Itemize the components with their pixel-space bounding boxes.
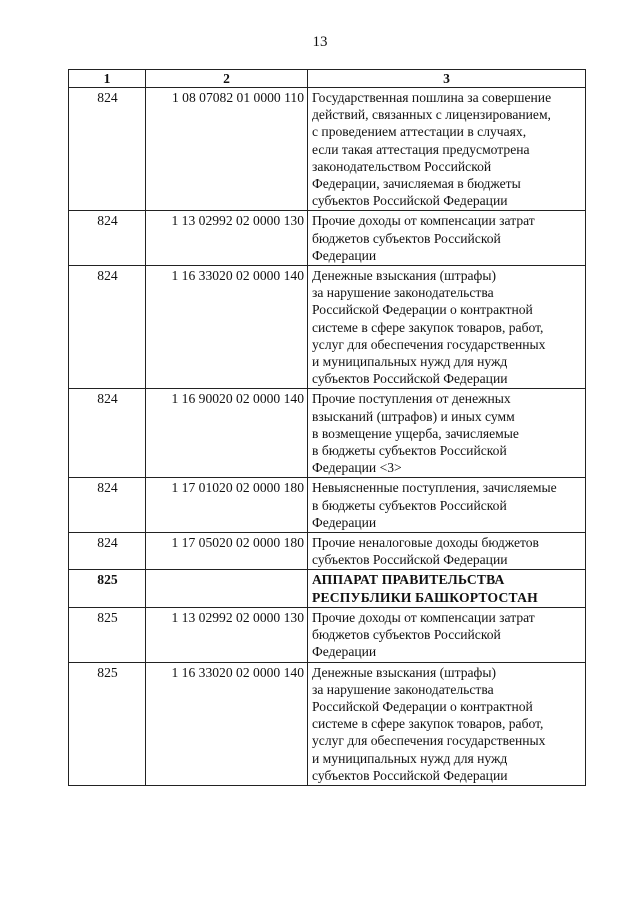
revenue-description: Прочие поступления от денежных взысканий (штрафов) и иных сумм в возмещение ущерба, зачисляемые в бюджеты субъектов Российской Федерации <3> (308, 389, 586, 478)
administrator-code: 824 (69, 88, 146, 211)
table-row-section-heading (69, 570, 586, 607)
column-header-3: 3 (308, 70, 586, 88)
table-row (69, 533, 586, 570)
revenue-code: 1 13 02992 02 0000 130 (146, 607, 308, 662)
administrator-code: 824 (69, 533, 146, 570)
administrator-code: 824 (69, 389, 146, 478)
table-row (69, 478, 586, 533)
page-number: 13 (312, 34, 328, 50)
revenue-code: 1 13 02992 02 0000 130 (146, 211, 308, 266)
revenue-description: Денежные взыскания (штрафы) за нарушение законодательства Российской Федерации о контрактной системе в сфере закупок товаров, работ, услуг для обеспечения государственных и муниципальных нужд для нужд субъектов Российской Федерации (308, 662, 586, 785)
revenue-code (146, 570, 308, 607)
revenue-description: Невыясненные поступления, зачисляемые в бюджеты субъектов Российской Федерации (308, 478, 586, 533)
administrator-code: 824 (69, 211, 146, 266)
revenue-description: Прочие доходы от компенсации затрат бюджетов субъектов Российской Федерации (308, 211, 586, 266)
table-row (69, 662, 586, 785)
administrator-code: 825 (69, 607, 146, 662)
administrator-name: АППАРАТ ПРАВИТЕЛЬСТВА РЕСПУБЛИКИ БАШКОРТОСТАН (308, 570, 586, 607)
revenue-code: 1 17 01020 02 0000 180 (146, 478, 308, 533)
revenue-code: 1 08 07082 01 0000 110 (146, 88, 308, 211)
table-row (69, 211, 586, 266)
budget-classification-table (68, 69, 586, 786)
administrator-code: 824 (69, 266, 146, 389)
revenue-description: Государственная пошлина за совершение действий, связанных с лицензированием, с проведением аттестации в случаях, если такая аттестация предусмотрена законодательством Российской Федерации, зачисляемая в бюджеты субъектов Российской Федерации (308, 88, 586, 211)
administrator-code: 824 (69, 478, 146, 533)
column-header-1: 1 (69, 70, 146, 88)
revenue-code: 1 16 33020 02 0000 140 (146, 662, 308, 785)
table-row (69, 266, 586, 389)
administrator-code: 825 (69, 570, 146, 607)
revenue-description: Прочие неналоговые доходы бюджетов субъектов Российской Федерации (308, 533, 586, 570)
revenue-description: Прочие доходы от компенсации затрат бюджетов субъектов Российской Федерации (308, 607, 586, 662)
revenue-code: 1 17 05020 02 0000 180 (146, 533, 308, 570)
revenue-code: 1 16 33020 02 0000 140 (146, 266, 308, 389)
revenue-description: Денежные взыскания (штрафы) за нарушение законодательства Российской Федерации о контрактной системе в сфере закупок товаров, работ, услуг для обеспечения государственных и муниципальных нужд для нужд субъектов Российской Федерации (308, 266, 586, 389)
administrator-code: 825 (69, 662, 146, 785)
column-header-2: 2 (146, 70, 308, 88)
table-row (69, 88, 586, 211)
table-row (69, 389, 586, 478)
table-row (69, 607, 586, 662)
revenue-code: 1 16 90020 02 0000 140 (146, 389, 308, 478)
table-header-row (69, 70, 586, 88)
